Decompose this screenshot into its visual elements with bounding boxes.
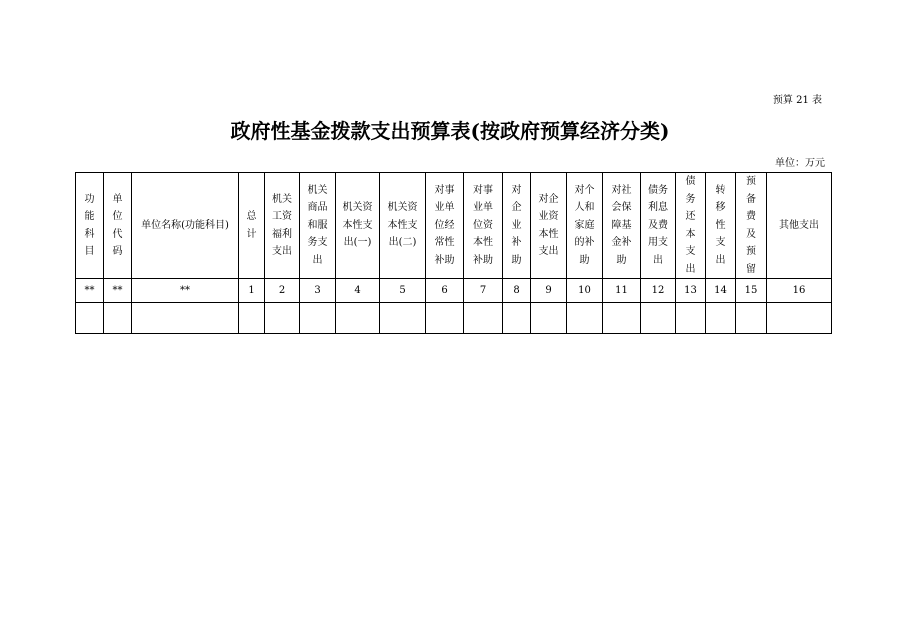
header-line: 业单 [434,202,455,214]
col-header-org-wages-benefits [265,173,300,279]
header-line: 对个 [574,184,595,196]
column-number: 5 [380,279,426,303]
column-number: 6 [426,279,464,303]
empty-cell [239,303,265,334]
empty-cell [676,303,706,334]
col-header-org-capital-1 [336,173,380,279]
column-number: 4 [336,279,380,303]
header-line: 还 [685,211,696,222]
empty-cell [603,303,641,334]
header-line: 机关资 [342,202,373,214]
header-line: 单位名称(功能科目) [141,219,229,231]
empty-cell [300,303,336,334]
col-header-reserve-fund [736,173,767,279]
empty-cell [767,303,832,334]
column-number: 15 [736,279,767,303]
header-line: 出(一) [343,237,372,249]
page-title: 政府性基金拨款支出预算表(按政府预算经济分类) [230,119,670,143]
header-line: 助 [511,254,522,266]
header-line: 工资 [272,211,292,222]
header-line: 会保 [611,202,632,214]
col-header-institution-recurrent-subsidy [426,173,464,279]
empty-cell [104,303,132,334]
empty-cell [336,303,380,334]
header-line: 本性 [473,237,493,249]
column-number: 2 [265,279,300,303]
header-line: 补助 [473,254,493,266]
header-line: 助 [579,254,590,266]
header-line: 本 [685,228,696,240]
header-line: 机关 [272,193,292,205]
header-line: 出(二) [388,237,417,249]
header-line: 功 [84,193,95,205]
empty-cell [641,303,676,334]
header-line: 出 [685,263,696,275]
header-line: 务 [685,193,696,205]
header-line: 业 [511,219,522,231]
header-line: 支 [715,237,726,249]
header-line: 对社 [611,184,632,196]
header-line: 位经 [434,219,455,231]
header-line: 利息 [648,202,668,214]
header-line: 家庭 [574,219,595,231]
column-number: ** [104,279,132,303]
header-line: 总 [246,211,257,222]
column-number: 16 [767,279,832,303]
header-line: 金补 [611,237,632,249]
header-line: 对 [511,184,522,196]
column-number: 13 [676,279,706,303]
empty-cell [531,303,567,334]
column-number: 10 [567,279,603,303]
header-line: 常性 [434,237,455,249]
col-header-unit-code [104,173,132,279]
col-header-org-goods-services [300,173,336,279]
empty-cell [567,303,603,334]
header-line: 留 [746,263,756,275]
header-line: 本性 [538,228,559,240]
header-line: 福利 [272,228,292,240]
header-line: 费 [746,211,756,222]
col-header-social-security-fund-subsidy [603,173,641,279]
header-line: 代 [112,228,123,240]
col-header-household-subsidy [567,173,603,279]
header-line: 及 [746,228,756,240]
column-number: 8 [503,279,531,303]
header-line: 预 [746,176,756,187]
budget-table [75,172,832,334]
col-header-function-subject [76,173,104,279]
header-line: 业单 [473,202,493,214]
col-header-total [239,173,265,279]
header-line: 商品 [307,202,328,214]
col-header-debt-interest-fees [641,173,676,279]
header-line: 对事 [473,184,493,196]
header-line: 支出 [272,246,292,257]
unit-label: 单位：万元 [775,158,825,169]
header-line: 备 [746,193,756,205]
column-number: 9 [531,279,567,303]
header-line: 移 [715,202,726,214]
col-header-enterprise-capital [531,173,567,279]
header-line: 企 [511,202,522,214]
empty-cell [265,303,300,334]
col-header-other-expenditure [767,173,832,279]
header-line: 补 [511,237,522,249]
header-line: 对企 [538,193,559,205]
col-header-org-capital-2 [380,173,426,279]
col-header-transfer-expenditure [706,173,736,279]
column-number: 12 [641,279,676,303]
header-line: 科 [84,228,95,240]
header-line: 本性支 [342,219,373,231]
form-number: 预算 21 表 [772,95,822,106]
header-line: 预 [746,246,756,257]
col-header-enterprise-subsidy [503,173,531,279]
header-row [76,173,832,279]
col-header-unit-name [132,173,239,279]
header-line: 障基 [611,219,632,231]
header-line: 码 [112,246,123,257]
header-line: 债 [685,176,696,187]
empty-data-row [76,303,832,334]
column-number: 11 [603,279,641,303]
header-line: 位资 [473,219,493,231]
header-line: 能 [84,211,95,222]
header-line: 补助 [434,254,455,266]
header-line: 用支 [648,237,668,249]
header-line: 和服 [307,219,328,231]
empty-cell [464,303,503,334]
header-line: 机关 [307,184,328,196]
column-number: 7 [464,279,503,303]
header-line: 及费 [648,219,668,231]
column-number: ** [132,279,239,303]
column-number: 14 [706,279,736,303]
header-line: 目 [84,246,95,257]
header-line: 出 [653,254,663,266]
header-line: 位 [112,211,123,222]
col-header-institution-capital-subsidy [464,173,503,279]
header-line: 务支 [307,237,328,249]
header-line: 计 [246,228,257,240]
header-line: 出 [312,254,323,266]
header-line: 其他支出 [779,219,819,231]
header-line: 业资 [538,211,559,222]
header-line: 单 [112,193,123,205]
column-number: 1 [239,279,265,303]
header-line: 债务 [648,184,668,196]
header-line: 支 [685,246,696,257]
column-number: 3 [300,279,336,303]
empty-cell [503,303,531,334]
header-line: 机关资 [387,202,418,214]
header-line: 助 [616,254,627,266]
empty-cell [426,303,464,334]
header-line: 性 [715,219,726,231]
column-number: ** [76,279,104,303]
column-number-row [76,279,832,303]
header-line: 对事 [434,184,455,196]
empty-cell [380,303,426,334]
empty-cell [706,303,736,334]
header-line: 转 [715,184,726,196]
col-header-debt-principal [676,173,706,279]
empty-cell [736,303,767,334]
header-line: 出 [715,254,726,266]
header-line: 的补 [574,237,595,249]
header-line: 本性支 [387,219,418,231]
empty-cell [132,303,239,334]
header-line: 支出 [538,246,559,257]
empty-cell [76,303,104,334]
header-line: 人和 [574,202,595,214]
